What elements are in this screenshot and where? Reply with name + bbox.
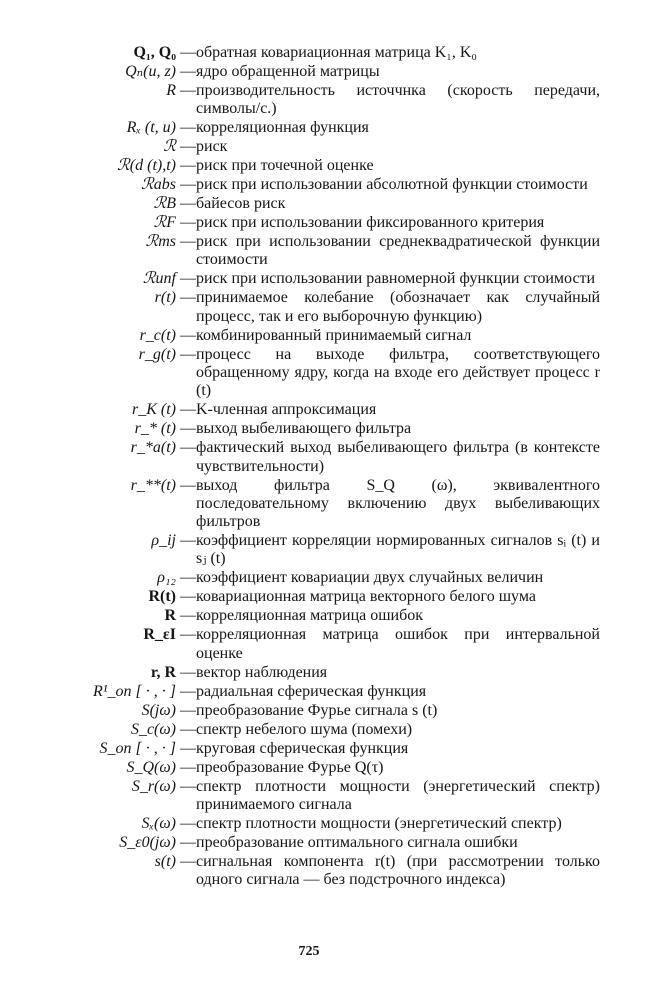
entry-dash: —: [180, 682, 196, 700]
entry-symbol: R: [166, 81, 176, 99]
entry-dash: —: [180, 476, 196, 494]
entry-dash: —: [180, 176, 196, 194]
entry-symbol: r_* (t): [134, 420, 176, 438]
glossary-entry: [0, 815, 662, 833]
entry-description: радиальная сферическая функция: [196, 682, 427, 700]
entry-symbol: r_K (t): [132, 401, 176, 419]
glossary-entry: [0, 740, 662, 758]
entry-symbol: r_g(t): [138, 345, 176, 363]
entry-description: риск при использовании среднеквадратической функции стоимости: [196, 233, 600, 269]
entry-dash: —: [180, 569, 196, 587]
glossary-entry: [0, 532, 662, 569]
entry-dash: —: [180, 345, 196, 363]
entry-dash: —: [180, 663, 196, 681]
entry-dash: —: [180, 233, 196, 251]
entry-symbol: Qₙ(u, z): [125, 62, 176, 80]
entry-description: риск при использовании фиксированного критерия: [196, 214, 545, 232]
entry-dash: —: [180, 157, 196, 175]
entry-description: производительность источчнка (скорость передачи, символы/с.): [196, 81, 600, 118]
entry-symbol: R(t): [148, 588, 176, 606]
glossary-entry: [0, 778, 662, 815]
entry-dash: —: [180, 289, 196, 307]
entry-description: преобразование Фурье Q(τ): [196, 758, 384, 776]
entry-symbol: r_*a(t): [130, 439, 176, 457]
entry-dash: —: [180, 720, 196, 738]
entry-symbol: S_Q(ω): [126, 758, 176, 776]
entry-description: коэффициент корреляции нормированных сигналов sᵢ (t) и sⱼ (t): [196, 532, 600, 568]
glossary-entry: [0, 569, 662, 587]
entry-symbol: ℛF: [153, 214, 176, 232]
entry-symbol: r_c(t): [139, 326, 176, 344]
glossary-entry: [0, 853, 662, 890]
entry-description: спектр плотности мощности (энергетический спектр) принимаемого сигнала: [196, 777, 600, 813]
entry-symbol: Sₓ(ω): [141, 814, 176, 832]
glossary-entry: [0, 683, 662, 701]
entry-symbol: R: [164, 607, 176, 625]
entry-description: ядро обращенной матрицы: [196, 62, 380, 80]
entry-symbol: R¹_on [ · , · ]: [92, 682, 176, 700]
entry-dash: —: [180, 532, 196, 550]
glossary-entry: [0, 702, 662, 720]
entry-dash: —: [180, 138, 196, 156]
entry-dash: —: [180, 119, 196, 137]
entry-dash: —: [180, 739, 196, 757]
glossary-entry: [0, 82, 662, 119]
entry-description: принимаемое колебание (обозначает как случайный процесс, так и его выборочную функцию): [196, 289, 600, 325]
entry-dash: —: [180, 270, 196, 288]
entry-symbol: ℛ(d (t),t): [117, 157, 176, 175]
entry-dash: —: [180, 195, 196, 213]
glossary-entry: [0, 270, 662, 288]
glossary-entry: [0, 420, 662, 438]
glossary-entry: [0, 44, 662, 62]
entry-symbol: ℛms: [145, 233, 176, 251]
entry-description: спектр плотности мощности (энергетический спектр): [196, 814, 562, 832]
glossary-entry: [0, 721, 662, 739]
entry-dash: —: [180, 439, 196, 457]
entry-symbol: ℛabs: [141, 176, 176, 194]
entry-symbol: r_**(t): [130, 476, 176, 494]
glossary-entry: [0, 214, 662, 232]
glossary-entry: [0, 759, 662, 777]
entry-dash: —: [180, 758, 196, 776]
entry-dash: —: [180, 626, 196, 644]
glossary-entry: [0, 626, 662, 663]
entry-description: риск при использовании равномерной функции стоимости: [196, 270, 596, 288]
entry-symbol: r, R: [150, 663, 176, 681]
entry-description: круговая сферическая функция: [196, 739, 409, 757]
entry-description: выход выбеливающего фильтра: [196, 420, 412, 438]
entry-symbol: r(t): [154, 289, 176, 307]
glossary-list: [0, 44, 662, 890]
entry-description: комбинированный принимаемый сигнал: [196, 326, 472, 344]
entry-dash: —: [180, 852, 196, 870]
glossary-entry: [0, 477, 662, 532]
entry-symbol: ℛB: [153, 195, 176, 213]
entry-dash: —: [180, 401, 196, 419]
entry-description: вектор наблюдения: [196, 663, 328, 681]
entry-symbol: R_εI: [143, 626, 176, 644]
entry-dash: —: [180, 81, 196, 99]
entry-description: корреляционная функция: [196, 119, 369, 137]
glossary-entry: [0, 588, 662, 606]
glossary-entry: [0, 439, 662, 476]
entry-description: риск при точечной оценке: [196, 157, 374, 175]
entry-dash: —: [180, 420, 196, 438]
entry-description: процесс на выходе фильтра, соответствующего обращенному ядру, когда на входе его действует процесс r (t): [196, 345, 600, 400]
entry-description: выход фильтра S_Q (ω), эквивалентного последовательному включению двух выбеливающих фильтров: [196, 476, 600, 531]
glossary-entry: [0, 289, 662, 326]
entry-symbol: s(t): [154, 852, 176, 870]
entry-description: коэффициент ковариации двух случайных величин: [196, 569, 544, 587]
glossary-entry: [0, 233, 662, 270]
entry-description: обратная ковариационная матрица K₁, K₀: [196, 44, 478, 61]
glossary-entry: [0, 63, 662, 81]
entry-dash: —: [180, 777, 196, 795]
glossary-entry: [0, 401, 662, 419]
glossary-entry: [0, 119, 662, 137]
glossary-entry: [0, 195, 662, 213]
entry-symbol: S_r(ω): [131, 777, 176, 795]
entry-symbol: S_on [ · , · ]: [99, 739, 176, 757]
entry-dash: —: [180, 326, 196, 344]
glossary-entry: [0, 157, 662, 175]
glossary-entry: [0, 664, 662, 682]
entry-description: K-членная аппроксимация: [196, 401, 377, 419]
entry-description: сигнальная компонента r(t) (при рассмотрении только одного сигнала — без подстрочного индекса): [196, 852, 600, 889]
entry-dash: —: [180, 607, 196, 625]
entry-dash: —: [180, 62, 196, 80]
entry-symbol: ρ₁₂: [157, 569, 176, 587]
entry-symbol: ℛunf: [142, 270, 176, 288]
entry-description: преобразование оптимального сигнала ошибки: [196, 833, 518, 851]
entry-description: фактический выход выбеливающего фильтра (в контексте чувствительности): [196, 439, 600, 475]
entry-dash: —: [180, 214, 196, 232]
entry-symbol: S(jω): [141, 701, 176, 719]
entry-description: корреляционная матрица ошибок при интервальной оценке: [196, 626, 600, 662]
entry-description: корреляционная матрица ошибок: [196, 607, 424, 625]
entry-symbol: ρ_ij: [151, 532, 176, 550]
glossary-entry: [0, 327, 662, 345]
entry-description: преобразование Фурье сигнала s (t): [196, 701, 438, 719]
entry-description: байесов риск: [196, 195, 286, 213]
entry-description: риск: [196, 138, 228, 156]
entry-dash: —: [180, 701, 196, 719]
entry-dash: —: [180, 833, 196, 851]
entry-description: спектр небелого шума (помехи): [196, 720, 413, 738]
glossary-entry: [0, 346, 662, 401]
entry-description: риск при использовании абсолютной функции стоимости: [196, 176, 588, 194]
entry-symbol: S_c(ω): [130, 720, 176, 738]
glossary-entry: [0, 176, 662, 194]
entry-symbol: Rₓ (t, u): [126, 119, 176, 137]
entry-dash: —: [180, 814, 196, 832]
glossary-entry: [0, 607, 662, 625]
page-number: 725: [298, 944, 320, 959]
entry-dash: —: [180, 588, 196, 606]
entry-description: ковариационная матрица векторного белого шума: [196, 588, 536, 606]
entry-symbol: ℛ: [163, 138, 176, 156]
entry-symbol: S_ε0(jω): [119, 833, 176, 851]
entry-symbol: Q₁, Q₀: [133, 44, 176, 61]
entry-dash: —: [180, 44, 196, 61]
glossary-entry: [0, 834, 662, 852]
glossary-entry: [0, 138, 662, 156]
